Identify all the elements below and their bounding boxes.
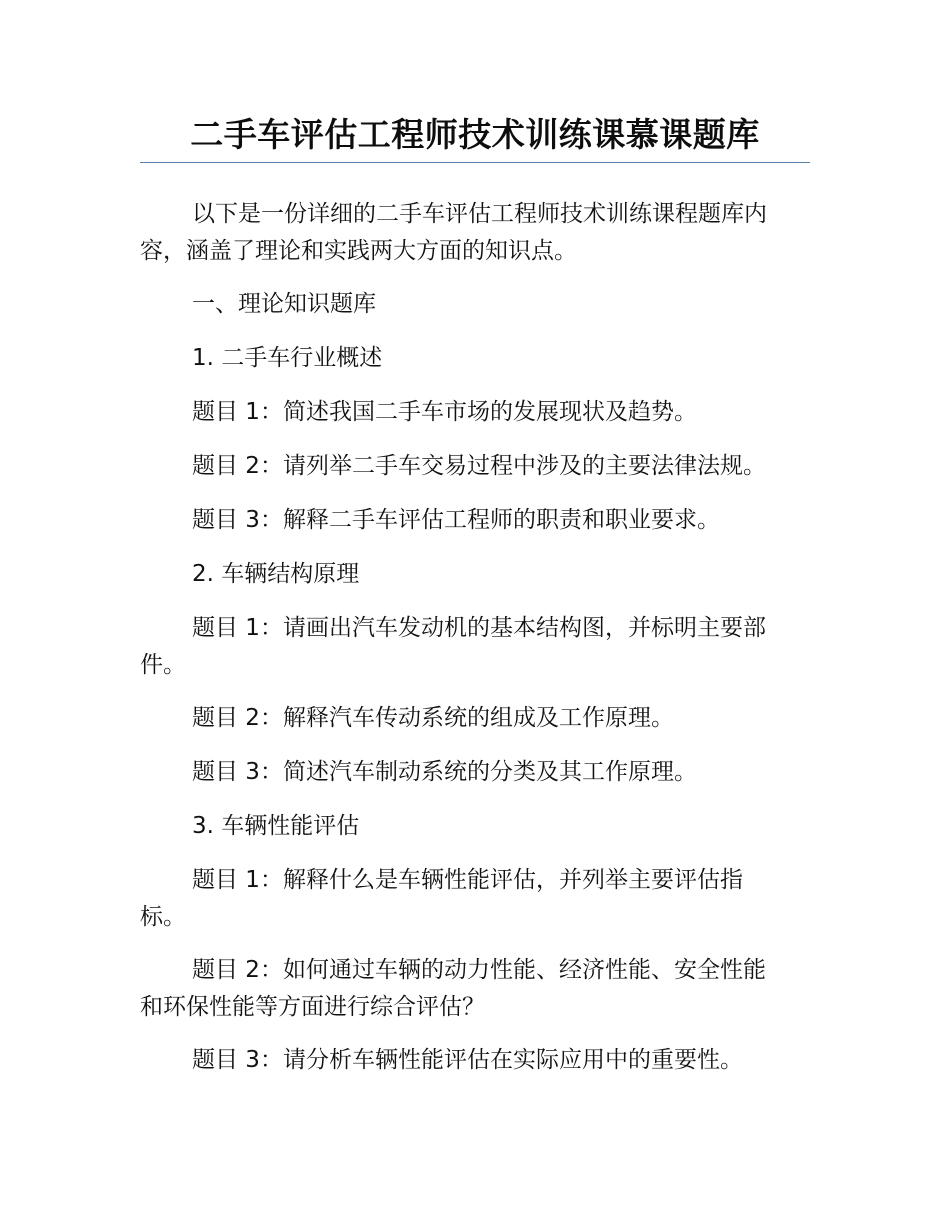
question-3-2-line-2: 和环保性能等方面进行综合评估？ <box>140 994 485 1020</box>
section-heading-2: 2. 车辆结构原理 <box>192 561 360 587</box>
section-heading-3: 3. 车辆性能评估 <box>192 813 360 839</box>
question-2-1-line-2: 件。 <box>140 652 186 678</box>
question-2-1 <box>140 610 810 684</box>
question-3-2-line-1: 题目 2：如何通过车辆的动力性能、经济性能、安全性能 <box>192 957 766 983</box>
intro-paragraph <box>140 196 810 270</box>
document-title: 二手车评估工程师技术训练课慕课题库 <box>190 115 760 154</box>
title-underline <box>140 162 810 163</box>
question-3-3: 题目 3：请分析车辆性能评估在实际应用中的重要性。 <box>192 1047 743 1073</box>
question-2-2: 题目 2：解释汽车传动系统的组成及工作原理。 <box>192 705 674 731</box>
intro-line-1: 以下是一份详细的二手车评估工程师技术训练课程题库内 <box>192 201 767 227</box>
question-3-2 <box>140 952 810 1026</box>
section-heading-1: 1. 二手车行业概述 <box>192 345 383 371</box>
question-3-1-line-2: 标。 <box>140 904 186 930</box>
question-2-1-line-1: 题目 1：请画出汽车发动机的基本结构图，并标明主要部 <box>192 615 766 641</box>
question-2-3: 题目 3：简述汽车制动系统的分类及其工作原理。 <box>192 759 697 785</box>
part-heading: 一、理论知识题库 <box>192 291 376 317</box>
question-1-1: 题目 1：简述我国二手车市场的发展现状及趋势。 <box>192 399 697 425</box>
question-3-1 <box>140 862 810 936</box>
question-1-3: 题目 3：解释二手车评估工程师的职责和职业要求。 <box>192 507 720 533</box>
question-3-1-line-1: 题目 1：解释什么是车辆性能评估，并列举主要评估指 <box>192 867 743 893</box>
intro-line-2: 容，涵盖了理论和实践两大方面的知识点。 <box>140 238 577 264</box>
question-1-2: 题目 2：请列举二手车交易过程中涉及的主要法律法规。 <box>192 453 766 479</box>
